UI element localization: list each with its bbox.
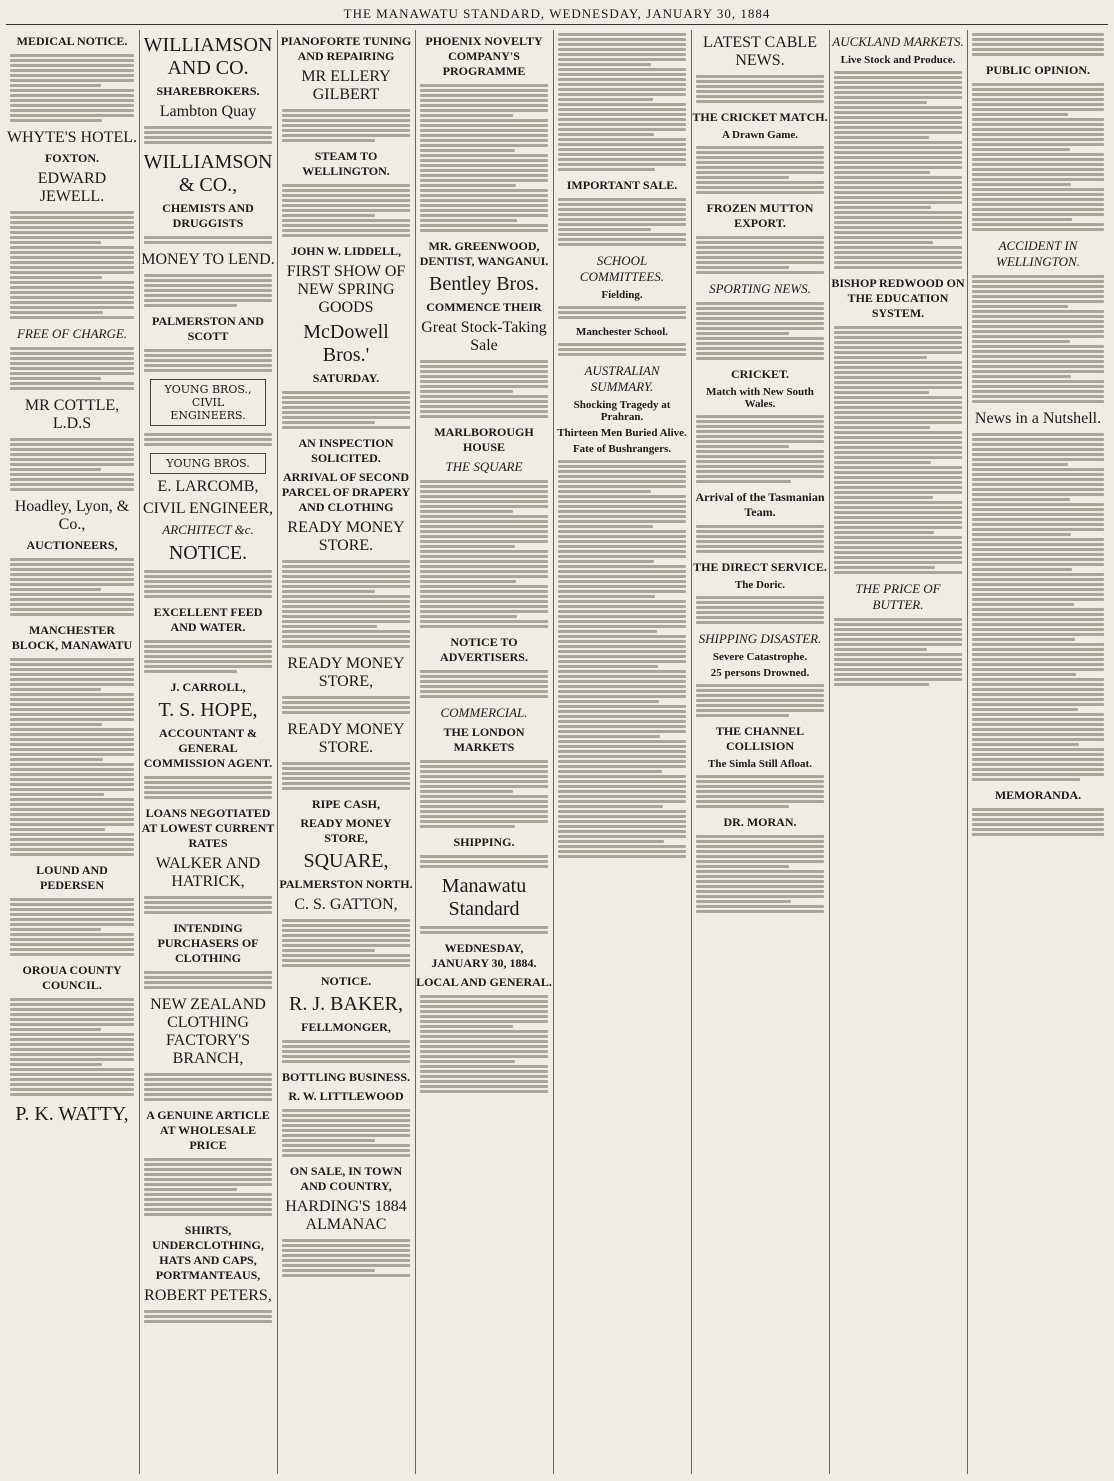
column-rule bbox=[553, 30, 554, 1474]
heading: MANCHESTER BLOCK, MANAWATU bbox=[11, 623, 133, 652]
column-6 bbox=[692, 30, 828, 1474]
heading: A GENUINE ARTICLE AT WHOLESALE PRICE bbox=[146, 1108, 270, 1152]
body-text bbox=[278, 693, 414, 717]
heading: EXCELLENT FEED AND WATER. bbox=[153, 605, 263, 634]
heading: NOTICE. bbox=[168, 542, 248, 564]
body-text bbox=[692, 772, 828, 811]
heading: News in a Nutshell. bbox=[974, 410, 1102, 427]
body-text bbox=[692, 681, 828, 720]
body-text bbox=[416, 477, 552, 631]
heading: COMMENCE THEIR bbox=[426, 300, 542, 314]
heading: SHIRTS, UNDERCLOTHING, HATS AND CAPS, PORTMANTEAUS, bbox=[152, 1223, 264, 1282]
heading: MR. GREENWOOD, DENTIST, WANGANUI. bbox=[419, 239, 549, 268]
body-text bbox=[692, 412, 828, 486]
body-text bbox=[830, 323, 966, 577]
column-rule bbox=[829, 30, 830, 1474]
body-text bbox=[968, 80, 1108, 234]
body-text bbox=[6, 655, 138, 859]
body-text bbox=[968, 430, 1108, 784]
heading: Fate of Bushrangers. bbox=[572, 443, 672, 455]
column-7 bbox=[830, 30, 966, 1474]
heading: LATEST CABLE NEWS. bbox=[703, 34, 817, 69]
body-text bbox=[278, 759, 414, 793]
heading: A Drawn Game. bbox=[721, 129, 799, 141]
heading: PIANOFORTE TUNING AND REPAIRING bbox=[280, 34, 412, 63]
body-text bbox=[6, 995, 138, 1099]
heading: FIRST SHOW OF NEW SPRING GOODS bbox=[286, 263, 406, 316]
heading: AUCTIONEERS, bbox=[26, 538, 118, 552]
body-text bbox=[968, 272, 1108, 406]
heading: SHAREBROKERS. bbox=[156, 84, 260, 98]
body-text bbox=[554, 195, 690, 249]
body-text bbox=[140, 233, 276, 247]
heading: WHYTE'S HOTEL. bbox=[7, 129, 137, 146]
heading: 25 persons Drowned. bbox=[710, 667, 810, 679]
heading: NOTICE. bbox=[320, 974, 372, 988]
heading: SCHOOL COMMITTEES. bbox=[579, 253, 665, 284]
body-text bbox=[140, 430, 276, 449]
heading: C. S. GATTON, bbox=[294, 896, 398, 913]
heading: LOCAL AND GENERAL. bbox=[416, 975, 552, 989]
body-text bbox=[416, 667, 552, 701]
heading: MR ELLERY GILBERT bbox=[301, 68, 391, 103]
boxed-advert: YOUNG BROS., CIVIL ENGINEERS. bbox=[150, 379, 266, 426]
heading: COMMERCIAL. bbox=[440, 705, 528, 720]
heading: Severe Catastrophe. bbox=[712, 651, 808, 663]
heading: P. K. WATTY, bbox=[15, 1103, 129, 1125]
heading: READY MONEY STORE, bbox=[300, 816, 392, 845]
heading: ACCOUNTANT & GENERAL COMMISSION AGENT. bbox=[143, 726, 273, 770]
heading: READY MONEY STORE. bbox=[287, 519, 405, 554]
body-text bbox=[6, 51, 138, 125]
heading: READY MONEY STORE, bbox=[287, 655, 405, 690]
heading: THE CRICKET MATCH. bbox=[692, 110, 828, 124]
body-text bbox=[416, 923, 552, 937]
body-text bbox=[278, 1236, 414, 1280]
column-rule bbox=[967, 30, 968, 1474]
heading: MEDICAL NOTICE. bbox=[16, 34, 128, 48]
heading: THE LONDON MARKETS bbox=[443, 725, 525, 754]
body-text bbox=[278, 1037, 414, 1066]
body-text bbox=[554, 303, 690, 322]
heading: DR. MORAN. bbox=[723, 815, 797, 829]
heading: Fielding. bbox=[601, 289, 643, 301]
body-text bbox=[6, 435, 138, 494]
masthead: THE MANAWATU STANDARD, WEDNESDAY, JANUARY 30, 1884 bbox=[343, 6, 771, 21]
heading: Arrival of the Tasmanian Team. bbox=[695, 490, 825, 519]
body-text bbox=[278, 106, 414, 145]
body-text bbox=[554, 340, 690, 359]
body-text bbox=[6, 895, 138, 959]
heading: THE DIRECT SERVICE. bbox=[693, 560, 827, 574]
body-text bbox=[140, 773, 276, 802]
column-8 bbox=[968, 30, 1108, 1474]
heading: CIVIL ENGINEER, bbox=[142, 500, 274, 517]
heading: CHEMISTS AND DRUGGISTS bbox=[162, 201, 254, 230]
heading: The Doric. bbox=[734, 579, 786, 591]
heading: Bentley Bros. bbox=[429, 273, 539, 295]
heading: MR COTTLE, L.D.S bbox=[24, 397, 120, 432]
column-rule bbox=[277, 30, 278, 1474]
heading: AUCKLAND MARKETS. bbox=[832, 34, 964, 49]
heading: JOHN W. LIDDELL, bbox=[290, 244, 402, 258]
heading: J. CARROLL, bbox=[170, 680, 246, 694]
column-4 bbox=[416, 30, 552, 1474]
heading: ON SALE, IN TOWN AND COUNTRY, bbox=[289, 1164, 403, 1193]
heading: PALMERSTON AND SCOTT bbox=[152, 314, 264, 343]
body-text bbox=[692, 72, 828, 106]
heading: STEAM TO WELLINGTON. bbox=[302, 149, 390, 178]
heading: FROZEN MUTTON EXPORT. bbox=[706, 201, 814, 230]
heading: SHIPPING DISASTER. bbox=[698, 631, 822, 646]
heading: BOTTLING BUSINESS. bbox=[281, 1070, 411, 1084]
body-text bbox=[416, 357, 552, 421]
column-rule bbox=[415, 30, 416, 1474]
body-text bbox=[6, 208, 138, 322]
heading: NEW ZEALAND CLOTHING FACTORY'S BRANCH, bbox=[150, 996, 266, 1067]
heading: R. W. LITTLEWOOD bbox=[288, 1089, 404, 1103]
heading: OROUA COUNTY COUNCIL. bbox=[22, 963, 122, 992]
heading: MEMORANDA. bbox=[994, 788, 1082, 802]
body-text bbox=[140, 346, 276, 375]
column-rule bbox=[139, 30, 140, 1474]
heading: PALMERSTON NORTH. bbox=[279, 877, 413, 891]
heading: Match with New South Wales. bbox=[706, 386, 814, 410]
heading: PHOENIX NOVELTY COMPANY'S PROGRAMME bbox=[425, 34, 543, 78]
heading: Thirteen Men Buried Alive. bbox=[557, 427, 687, 439]
heading: NOTICE TO ADVERTISERS. bbox=[440, 635, 528, 664]
body-text bbox=[278, 557, 414, 651]
body-text bbox=[140, 893, 276, 917]
body-text bbox=[692, 522, 828, 556]
column-1 bbox=[6, 30, 138, 1474]
heading: SQUARE, bbox=[303, 850, 389, 872]
body-text bbox=[692, 143, 828, 197]
heading: E. LARCOMB, bbox=[157, 478, 259, 495]
heading: Great Stock-Taking Sale bbox=[421, 319, 547, 354]
body-text bbox=[140, 271, 276, 310]
heading: ARCHITECT &c. bbox=[162, 522, 254, 537]
heading: WEDNESDAY, JANUARY 30, 1884. bbox=[431, 941, 537, 970]
heading: Live Stock and Produce. bbox=[840, 54, 956, 66]
heading: THE CHANNEL COLLISION bbox=[715, 724, 805, 753]
heading: ACCIDENT IN WELLINGTON. bbox=[996, 238, 1080, 269]
heading: McDowell Bros.' bbox=[303, 321, 389, 366]
body-text bbox=[140, 1155, 276, 1219]
heading: ARRIVAL OF SECOND PARCEL OF DRAPERY AND CLOTHING bbox=[281, 470, 411, 514]
body-text bbox=[6, 555, 138, 619]
body-text bbox=[278, 388, 414, 432]
heading: SATURDAY. bbox=[312, 371, 380, 385]
heading: IMPORTANT SALE. bbox=[566, 178, 678, 192]
heading: FELLMONGER, bbox=[301, 1020, 391, 1034]
body-text bbox=[140, 123, 276, 147]
heading: FREE OF CHARGE. bbox=[16, 326, 128, 341]
heading: WILLIAMSON AND CO. bbox=[143, 34, 273, 79]
body-text bbox=[830, 68, 966, 272]
heading: THE PRICE OF BUTTER. bbox=[855, 581, 941, 612]
heading: The Simla Still Afloat. bbox=[708, 758, 812, 770]
body-text bbox=[416, 852, 552, 871]
heading: LOUND AND PEDERSEN bbox=[36, 863, 108, 892]
heading: EDWARD JEWELL. bbox=[37, 170, 107, 205]
heading: Shocking Tragedy at Prahran. bbox=[573, 399, 671, 423]
heading: Lambton Quay bbox=[159, 103, 257, 120]
body-text bbox=[830, 615, 966, 689]
body-text bbox=[140, 1307, 276, 1326]
body-text bbox=[140, 637, 276, 676]
body-text bbox=[6, 344, 138, 393]
body-text bbox=[692, 593, 828, 627]
heading: FOXTON. bbox=[44, 151, 100, 165]
column-rule bbox=[691, 30, 692, 1474]
heading: INTENDING PURCHASERS OF CLOTHING bbox=[157, 921, 259, 965]
heading: T. S. HOPE, bbox=[158, 699, 258, 721]
body-text bbox=[554, 30, 690, 174]
body-text bbox=[416, 757, 552, 831]
heading: SHIPPING. bbox=[453, 835, 515, 849]
heading: LOANS NEGOTIATED AT LOWEST CURRENT RATES bbox=[141, 806, 275, 850]
body-text bbox=[416, 992, 552, 1096]
masthead-rule bbox=[6, 24, 1108, 25]
body-text bbox=[968, 805, 1108, 839]
heading: WALKER AND HATRICK, bbox=[155, 855, 261, 890]
body-text bbox=[140, 1070, 276, 1104]
column-2 bbox=[140, 30, 276, 1474]
column-5 bbox=[554, 30, 690, 1474]
body-text bbox=[278, 916, 414, 970]
heading: RIPE CASH, bbox=[311, 797, 380, 811]
body-text bbox=[416, 81, 552, 235]
heading: READY MONEY STORE. bbox=[287, 721, 405, 756]
heading: AN INSPECTION SOLICITED. bbox=[298, 436, 394, 465]
body-text bbox=[554, 457, 690, 861]
heading: Manchester School. bbox=[575, 326, 669, 338]
heading: BISHOP REDWOOD ON THE EDUCATION SYSTEM. bbox=[831, 276, 965, 320]
heading: CRICKET. bbox=[730, 367, 790, 381]
heading: ROBERT PETERS, bbox=[144, 1287, 272, 1304]
heading: R. J. BAKER, bbox=[289, 993, 403, 1015]
heading: Manawatu Standard bbox=[441, 875, 527, 920]
heading: MONEY TO LEND. bbox=[141, 251, 275, 268]
heading: SPORTING NEWS. bbox=[709, 281, 811, 296]
body-text bbox=[692, 233, 828, 277]
heading: PUBLIC OPINION. bbox=[985, 63, 1090, 77]
heading: THE SQUARE bbox=[445, 459, 523, 474]
body-text bbox=[692, 832, 828, 916]
body-text bbox=[968, 30, 1108, 59]
body-text bbox=[692, 299, 828, 363]
body-text bbox=[140, 968, 276, 992]
column-3 bbox=[278, 30, 414, 1474]
heading: HARDING'S 1884 ALMANAC bbox=[285, 1198, 407, 1233]
body-text bbox=[278, 181, 414, 240]
body-text bbox=[278, 1106, 414, 1160]
heading: AUSTRALIAN SUMMARY. bbox=[584, 363, 660, 394]
body-text bbox=[140, 567, 276, 601]
heading: MARLBOROUGH HOUSE bbox=[434, 425, 534, 454]
heading: WILLIAMSON & CO., bbox=[143, 151, 273, 196]
boxed-advert: YOUNG BROS. bbox=[150, 453, 266, 474]
heading: Hoadley, Lyon, & Co., bbox=[14, 498, 130, 533]
